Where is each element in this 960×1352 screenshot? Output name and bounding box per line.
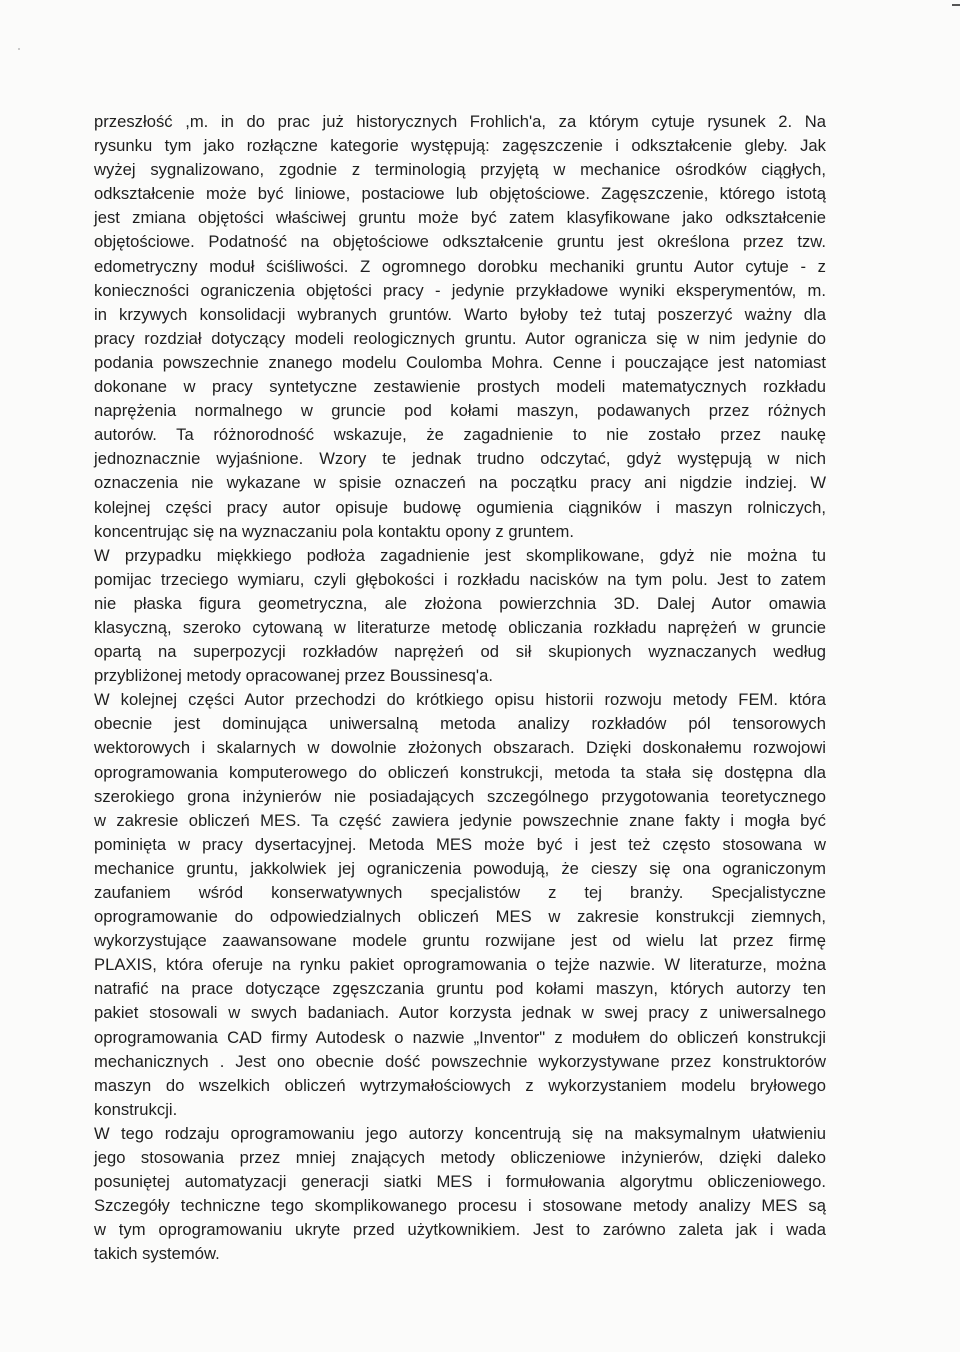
text-line: konieczności ograniczenia objętości pracy - jedynie przykładowe wyniki eksperymentów, m. <box>94 280 826 300</box>
text-line: W przypadku miękkiego podłoża zagadnienie jest skomplikowane, gdyż nie można tu <box>94 545 826 565</box>
text-line: pomijac trzeciego wymiaru, czyli głębokości i rozkładu nacisków na tym polu. Jest to zatem <box>94 569 826 589</box>
text-line: autorów. Ta różnorodność wskazuje, że zagadnienie to nie zostało przez naukę <box>94 425 826 445</box>
text-line: mechanice gruntu, jakkolwiek jej ograniczenia powodują, że cieszy się ona ograniczonym <box>94 858 826 878</box>
text-line: pakiet stosowali w swych badaniach. Autor korzysta jednak w swej pracy z uniwersalnego <box>94 1003 826 1023</box>
text-line: oznaczenia nie wykazane w spisie oznaczeń na początku pracy ani nigdzie indziej. W <box>94 473 826 493</box>
text-line: przeszłość ,m. in do prac już historycznych Frohlich'a, za którym cytuje rysunek 2. Na <box>94 112 826 131</box>
text-line: pominięta w pracy dysertacyjnej. Metoda MES może być i jest też często stosowana w <box>94 834 826 854</box>
text-line: nie płaska figura geometryczna, ale złożona powierzchnia 3D. Dalej Autor omawia <box>94 593 826 613</box>
text-line: w zakresie obliczeń MES. Ta część zawiera jedynie powszechnie znane fakty i mogła być <box>94 810 826 830</box>
text-line: klasyczną, szeroko cytowaną w literaturze metodę obliczania rozkładu naprężeń w gruncie <box>94 617 826 637</box>
text-line: wykorzystujące zaawansowane modele gruntu rozwijane jest od wielu lat przez firmę <box>94 931 826 951</box>
text-line: mechanicznych . Jest ono obecnie dość powszechnie wykorzystywane przez konstruktorów <box>94 1051 826 1071</box>
text-line: obecnie jest dominująca uniwersalną metoda analizy rozkładów pól tensorowych <box>94 714 826 734</box>
text-line: maszyn do wszelkich obliczeń wytrzymałościowych z wykorzystaniem modelu bryłowego <box>94 1075 826 1095</box>
text-line: naprężenia normalnego w gruncie pod kołami maszyn, podawanych przez różnych <box>94 401 826 421</box>
text-line: objętościowe. Podatność na objętościowe odkształcenie gruntu jest określona przez tzw. <box>94 232 826 252</box>
text-line: takich systemów. <box>94 1244 220 1264</box>
body-text <box>94 110 826 1267</box>
text-line: PLAXIS, która oferuje na rynku pakiet oprogramowania o tejże nazwie. W literaturze, można <box>94 955 826 975</box>
text-line: kolejnej części pracy autor opisuje budowę ogumienia ciągników i maszyn rolniczych, <box>94 497 826 517</box>
text-line: koncentrując się na wyznaczaniu pola kontaktu opony z gruntem. <box>94 521 574 541</box>
text-line: przybliżonej metody opracowanej przez Boussinesq'a. <box>94 666 493 686</box>
text-line: pracy rozdział dotyczący modeli reologicznych gruntu. Autor ogranicza się w nim jedynie do <box>94 328 826 348</box>
scan-corner-mark <box>952 4 960 6</box>
text-line: oprogramowania CAD firmy Autodesk o nazwie „Inventor" z modułem do obliczeń konstrukcji <box>94 1027 826 1047</box>
text-line: oprogramowania komputerowego do obliczeń konstrukcji, metoda ta stała się dostępna dla <box>94 762 826 782</box>
text-line: posuniętej automatyzacji generacji siatki MES i formułowania algorytmu obliczeniowego. <box>94 1172 826 1192</box>
text-line: zaufaniem wśród konserwatywnych specjalistów z tej branży. Specjalistyczne <box>94 883 826 902</box>
text-line: wyżej sygnalizowano, zgodnie z terminologią przyjętą w mechanice ośrodków ciągłych, <box>94 160 826 180</box>
text-line: podania powszechnie znanego modelu Coulomba Mohra. Cenne i pouczające jest natomiast <box>94 352 826 372</box>
text-line: w tym oprogramowaniu ukryte przed użytkownikiem. Jest to zarówno zaleta jak i wada <box>94 1220 826 1240</box>
text-line: odkształcenie może być liniowe, postaciowe lub objętościowe. Zagęszczenie, którego istotą <box>94 184 826 204</box>
text-line: szerokiego grona inżynierów nie posiadających szczególnego przygotowania teoretycznego <box>94 786 826 806</box>
text-line: Szczegóły techniczne tego skomplikowanego procesu i stosowane metody analizy MES są <box>94 1196 826 1216</box>
text-line: jest zmiana objętości właściwej gruntu może być zatem klasyfikowane jako odkształcenie <box>94 208 826 228</box>
text-line: opartą na superpozycji rozkładów naprężeń od sił skupionych wyznaczanych według <box>94 642 826 662</box>
text-line: konstrukcji. <box>94 1099 178 1119</box>
text-line: jego stosowania przez mniej znających metody obliczeniowe inżynierów, dzięki daleko <box>94 1148 826 1168</box>
text-line: wektorowych i skalarnych w dowolnie złożonych obszarach. Dzięki doskonałemu rozwojowi <box>94 738 826 758</box>
scan-dust-mark <box>18 48 20 50</box>
text-line: oprogramowanie do odpowiedzialnych obliczeń MES w zakresie konstrukcji ziemnych, <box>94 907 826 927</box>
text-line: jednoznacznie wyjaśnione. Wzory te jednak trudno odczytać, gdyż występują w nich <box>94 449 826 469</box>
text-line: in krzywych konsolidacji wybranych gruntów. Warto byłoby też tutaj poszerzyć ważny dla <box>94 304 826 324</box>
text-line: W tego rodzaju oprogramowaniu jego autorzy koncentrują się na maksymalnym ułatwieniu <box>94 1123 826 1143</box>
text-line: rysunku tym jako rozłączne kategorie występują: zagęszczenie i odkształcenie gleby. Jak <box>94 136 826 156</box>
text-line: dokonane w pracy syntetyczne zestawienie prostych modeli matematycznych rozkładu <box>94 377 826 397</box>
text-line: W kolejnej części Autor przechodzi do krótkiego opisu historii rozwoju metody FEM. która <box>94 690 826 710</box>
text-line: natrafić na prace dotyczące zgęszczania gruntu pod kołami maszyn, których autorzy ten <box>94 979 826 999</box>
text-line: edometryczny moduł ściśliwości. Z ogromnego dorobku mechaniki gruntu Autor cytuje - z <box>94 256 826 276</box>
